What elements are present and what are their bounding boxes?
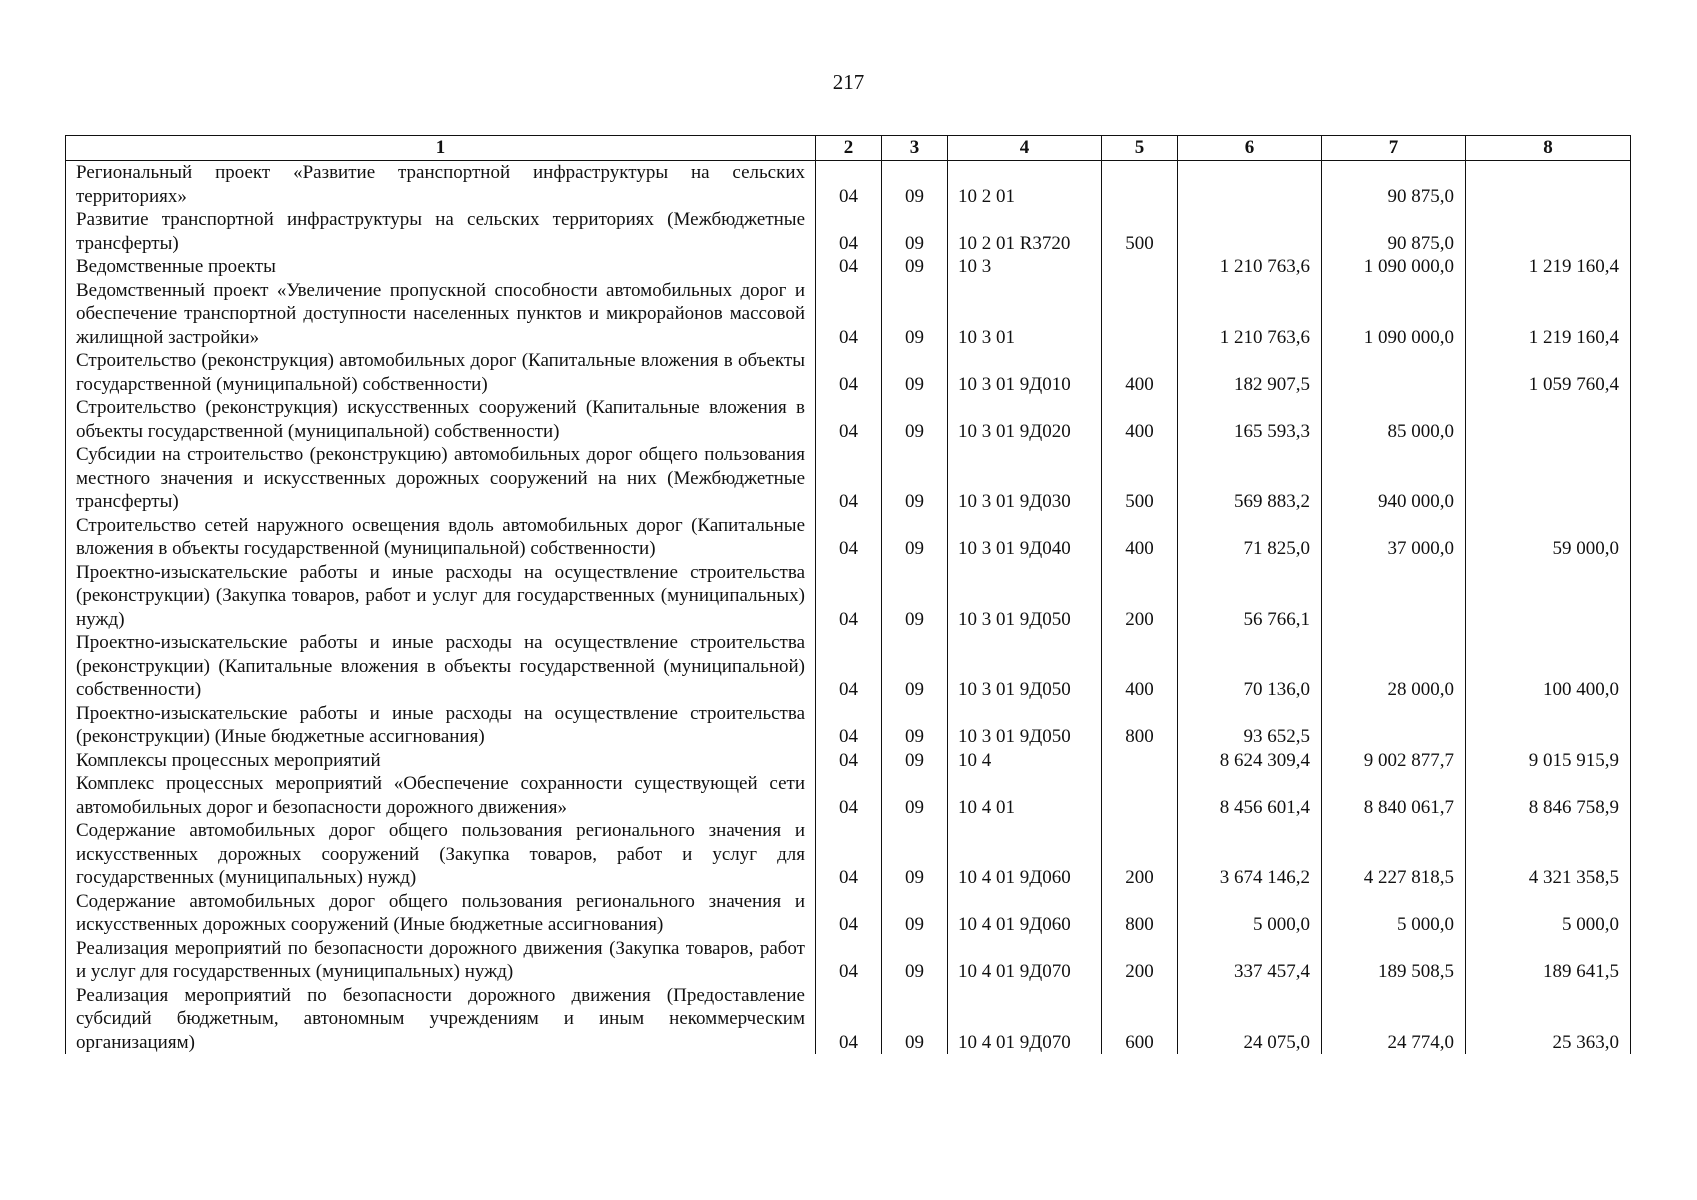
budget-table <box>65 135 1631 1054</box>
cell-col6: 93 652,5 <box>1178 702 1322 749</box>
row-name: Реализация мероприятий по безопасности дорожного движения (Предоставление субсидий бюджетным, автономным учреждениям и иным некоммерческим организациям) <box>66 984 816 1055</box>
cell-col7: 1 090 000,0 <box>1322 279 1466 350</box>
cell-col8: 59 000,0 <box>1466 514 1631 561</box>
table-row <box>66 208 1631 255</box>
header-cell: 3 <box>882 136 948 161</box>
cell-col3: 09 <box>882 161 948 209</box>
cell-col2: 04 <box>816 702 882 749</box>
cell-col5 <box>1102 749 1178 773</box>
row-name: Строительство (реконструкция) автомобильных дорог (Капитальные вложения в объекты государственной (муниципальной) собственности) <box>66 349 816 396</box>
cell-col7: 37 000,0 <box>1322 514 1466 561</box>
row-name: Комплексы процессных мероприятий <box>66 749 816 773</box>
header-cell: 2 <box>816 136 882 161</box>
row-name: Содержание автомобильных дорог общего пользования регионального значения и искусственных дорожных сооружений (Закупка товаров, работ и услуг для государственных (муниципальных) нужд) <box>66 819 816 890</box>
cell-col2: 04 <box>816 349 882 396</box>
cell-col6: 165 593,3 <box>1178 396 1322 443</box>
cell-col5 <box>1102 161 1178 209</box>
cell-col8: 9 015 915,9 <box>1466 749 1631 773</box>
header-cell: 8 <box>1466 136 1631 161</box>
cell-col6: 1 210 763,6 <box>1178 279 1322 350</box>
cell-col5: 500 <box>1102 208 1178 255</box>
cell-col4: 10 2 01 <box>948 161 1102 209</box>
cell-col7 <box>1322 702 1466 749</box>
cell-col2: 04 <box>816 937 882 984</box>
cell-col4: 10 4 01 9Д060 <box>948 819 1102 890</box>
table-row <box>66 514 1631 561</box>
cell-col7: 9 002 877,7 <box>1322 749 1466 773</box>
cell-col3: 09 <box>882 208 948 255</box>
cell-col3: 09 <box>882 702 948 749</box>
cell-col8 <box>1466 443 1631 514</box>
cell-col5: 400 <box>1102 514 1178 561</box>
cell-col6 <box>1178 161 1322 209</box>
cell-col7: 1 090 000,0 <box>1322 255 1466 279</box>
cell-col5: 200 <box>1102 819 1178 890</box>
table-row <box>66 772 1631 819</box>
cell-col4: 10 3 01 9Д030 <box>948 443 1102 514</box>
header-cell: 6 <box>1178 136 1322 161</box>
table-row <box>66 984 1631 1055</box>
cell-col8: 8 846 758,9 <box>1466 772 1631 819</box>
cell-col3: 09 <box>882 561 948 632</box>
cell-col4: 10 3 <box>948 255 1102 279</box>
cell-col8: 4 321 358,5 <box>1466 819 1631 890</box>
cell-col6: 70 136,0 <box>1178 631 1322 702</box>
table-row <box>66 937 1631 984</box>
cell-col2: 04 <box>816 749 882 773</box>
cell-col2: 04 <box>816 443 882 514</box>
cell-col7: 8 840 061,7 <box>1322 772 1466 819</box>
cell-col4: 10 4 01 <box>948 772 1102 819</box>
cell-col3: 09 <box>882 443 948 514</box>
row-name: Проектно-изыскательские работы и иные расходы на осуществление строительства (реконструкции) (Закупка товаров, работ и услуг для государственных (муниципальных) нужд) <box>66 561 816 632</box>
cell-col7: 90 875,0 <box>1322 208 1466 255</box>
cell-col6: 8 456 601,4 <box>1178 772 1322 819</box>
cell-col3: 09 <box>882 749 948 773</box>
cell-col8 <box>1466 396 1631 443</box>
cell-col4: 10 4 01 9Д070 <box>948 984 1102 1055</box>
row-name: Ведомственные проекты <box>66 255 816 279</box>
cell-col5 <box>1102 279 1178 350</box>
cell-col3: 09 <box>882 255 948 279</box>
table-row <box>66 819 1631 890</box>
cell-col2: 04 <box>816 255 882 279</box>
row-name: Проектно-изыскательские работы и иные расходы на осуществление строительства (реконструкции) (Капитальные вложения в объекты государственной (муниципальной) собственности) <box>66 631 816 702</box>
cell-col3: 09 <box>882 890 948 937</box>
cell-col8: 1 219 160,4 <box>1466 255 1631 279</box>
cell-col5: 200 <box>1102 561 1178 632</box>
cell-col4: 10 3 01 <box>948 279 1102 350</box>
cell-col6: 5 000,0 <box>1178 890 1322 937</box>
cell-col7: 940 000,0 <box>1322 443 1466 514</box>
table-row <box>66 349 1631 396</box>
cell-col6: 3 674 146,2 <box>1178 819 1322 890</box>
cell-col2: 04 <box>816 279 882 350</box>
row-name: Комплекс процессных мероприятий «Обеспечение сохранности существующей сети автомобильных дорог и безопасности дорожного движения» <box>66 772 816 819</box>
cell-col4: 10 3 01 9Д010 <box>948 349 1102 396</box>
cell-col5 <box>1102 255 1178 279</box>
table-row <box>66 396 1631 443</box>
cell-col3: 09 <box>882 937 948 984</box>
cell-col6: 71 825,0 <box>1178 514 1322 561</box>
cell-col2: 04 <box>816 819 882 890</box>
cell-col5: 600 <box>1102 984 1178 1055</box>
cell-col3: 09 <box>882 772 948 819</box>
cell-col4: 10 3 01 9Д040 <box>948 514 1102 561</box>
table-row <box>66 443 1631 514</box>
row-name: Проектно-изыскательские работы и иные расходы на осуществление строительства (реконструкции) (Иные бюджетные ассигнования) <box>66 702 816 749</box>
cell-col8 <box>1466 161 1631 209</box>
cell-col5 <box>1102 772 1178 819</box>
row-name: Субсидии на строительство (реконструкцию) автомобильных дорог общего пользования местного значения и искусственных дорожных сооружений на них (Межбюджетные трансферты) <box>66 443 816 514</box>
cell-col7 <box>1322 561 1466 632</box>
cell-col8: 25 363,0 <box>1466 984 1631 1055</box>
header-cell: 5 <box>1102 136 1178 161</box>
cell-col5: 400 <box>1102 631 1178 702</box>
cell-col8: 189 641,5 <box>1466 937 1631 984</box>
cell-col4: 10 3 01 9Д050 <box>948 702 1102 749</box>
cell-col4: 10 3 01 9Д050 <box>948 631 1102 702</box>
cell-col8: 1 059 760,4 <box>1466 349 1631 396</box>
cell-col8: 100 400,0 <box>1466 631 1631 702</box>
header-cell: 7 <box>1322 136 1466 161</box>
cell-col2: 04 <box>816 984 882 1055</box>
row-name: Развитие транспортной инфраструктуры на сельских территориях (Межбюджетные трансферты) <box>66 208 816 255</box>
cell-col4: 10 4 <box>948 749 1102 773</box>
cell-col6: 1 210 763,6 <box>1178 255 1322 279</box>
row-name: Строительство сетей наружного освещения вдоль автомобильных дорог (Капитальные вложения в объекты государственной (муниципальной) собственности) <box>66 514 816 561</box>
cell-col5: 500 <box>1102 443 1178 514</box>
cell-col7: 5 000,0 <box>1322 890 1466 937</box>
cell-col7: 24 774,0 <box>1322 984 1466 1055</box>
cell-col2: 04 <box>816 514 882 561</box>
row-name: Строительство (реконструкция) искусственных сооружений (Капитальные вложения в объекты государственной (муниципальной) собственности) <box>66 396 816 443</box>
cell-col3: 09 <box>882 396 948 443</box>
cell-col4: 10 4 01 9Д060 <box>948 890 1102 937</box>
cell-col8 <box>1466 208 1631 255</box>
cell-col5: 200 <box>1102 937 1178 984</box>
cell-col5: 400 <box>1102 349 1178 396</box>
table-row <box>66 631 1631 702</box>
cell-col3: 09 <box>882 279 948 350</box>
table-row <box>66 279 1631 350</box>
table-row <box>66 749 1631 773</box>
cell-col2: 04 <box>816 561 882 632</box>
cell-col2: 04 <box>816 772 882 819</box>
table-row <box>66 161 1631 209</box>
cell-col2: 04 <box>816 631 882 702</box>
cell-col7: 90 875,0 <box>1322 161 1466 209</box>
cell-col2: 04 <box>816 396 882 443</box>
cell-col2: 04 <box>816 890 882 937</box>
table-row <box>66 255 1631 279</box>
row-name: Содержание автомобильных дорог общего пользования регионального значения и искусственных дорожных сооружений (Иные бюджетные ассигнования) <box>66 890 816 937</box>
cell-col4: 10 2 01 R3720 <box>948 208 1102 255</box>
cell-col3: 09 <box>882 514 948 561</box>
cell-col3: 09 <box>882 984 948 1055</box>
cell-col6 <box>1178 208 1322 255</box>
cell-col2: 04 <box>816 161 882 209</box>
table-row <box>66 890 1631 937</box>
cell-col3: 09 <box>882 819 948 890</box>
cell-col7: 4 227 818,5 <box>1322 819 1466 890</box>
cell-col6: 8 624 309,4 <box>1178 749 1322 773</box>
header-cell: 1 <box>66 136 816 161</box>
table-row <box>66 561 1631 632</box>
row-name: Региональный проект «Развитие транспортной инфраструктуры на сельских территориях» <box>66 161 816 209</box>
cell-col2: 04 <box>816 208 882 255</box>
cell-col7 <box>1322 349 1466 396</box>
row-name: Ведомственный проект «Увеличение пропускной способности автомобильных дорог и обеспечение транспортной доступности населенных пунктов и микрорайонов массовой жилищной застройки» <box>66 279 816 350</box>
cell-col7: 85 000,0 <box>1322 396 1466 443</box>
cell-col8: 5 000,0 <box>1466 890 1631 937</box>
cell-col6: 24 075,0 <box>1178 984 1322 1055</box>
cell-col5: 800 <box>1102 702 1178 749</box>
cell-col4: 10 4 01 9Д070 <box>948 937 1102 984</box>
row-name: Реализация мероприятий по безопасности дорожного движения (Закупка товаров, работ и услуг для государственных (муниципальных) нужд) <box>66 937 816 984</box>
cell-col4: 10 3 01 9Д050 <box>948 561 1102 632</box>
cell-col6: 56 766,1 <box>1178 561 1322 632</box>
cell-col8 <box>1466 702 1631 749</box>
header-cell: 4 <box>948 136 1102 161</box>
page-number: 217 <box>832 70 865 94</box>
cell-col6: 569 883,2 <box>1178 443 1322 514</box>
cell-col6: 182 907,5 <box>1178 349 1322 396</box>
cell-col4: 10 3 01 9Д020 <box>948 396 1102 443</box>
cell-col7: 28 000,0 <box>1322 631 1466 702</box>
cell-col3: 09 <box>882 349 948 396</box>
cell-col8 <box>1466 561 1631 632</box>
header-row <box>66 136 1631 161</box>
cell-col5: 400 <box>1102 396 1178 443</box>
table-row <box>66 702 1631 749</box>
cell-col6: 337 457,4 <box>1178 937 1322 984</box>
cell-col8: 1 219 160,4 <box>1466 279 1631 350</box>
cell-col3: 09 <box>882 631 948 702</box>
cell-col7: 189 508,5 <box>1322 937 1466 984</box>
cell-col5: 800 <box>1102 890 1178 937</box>
